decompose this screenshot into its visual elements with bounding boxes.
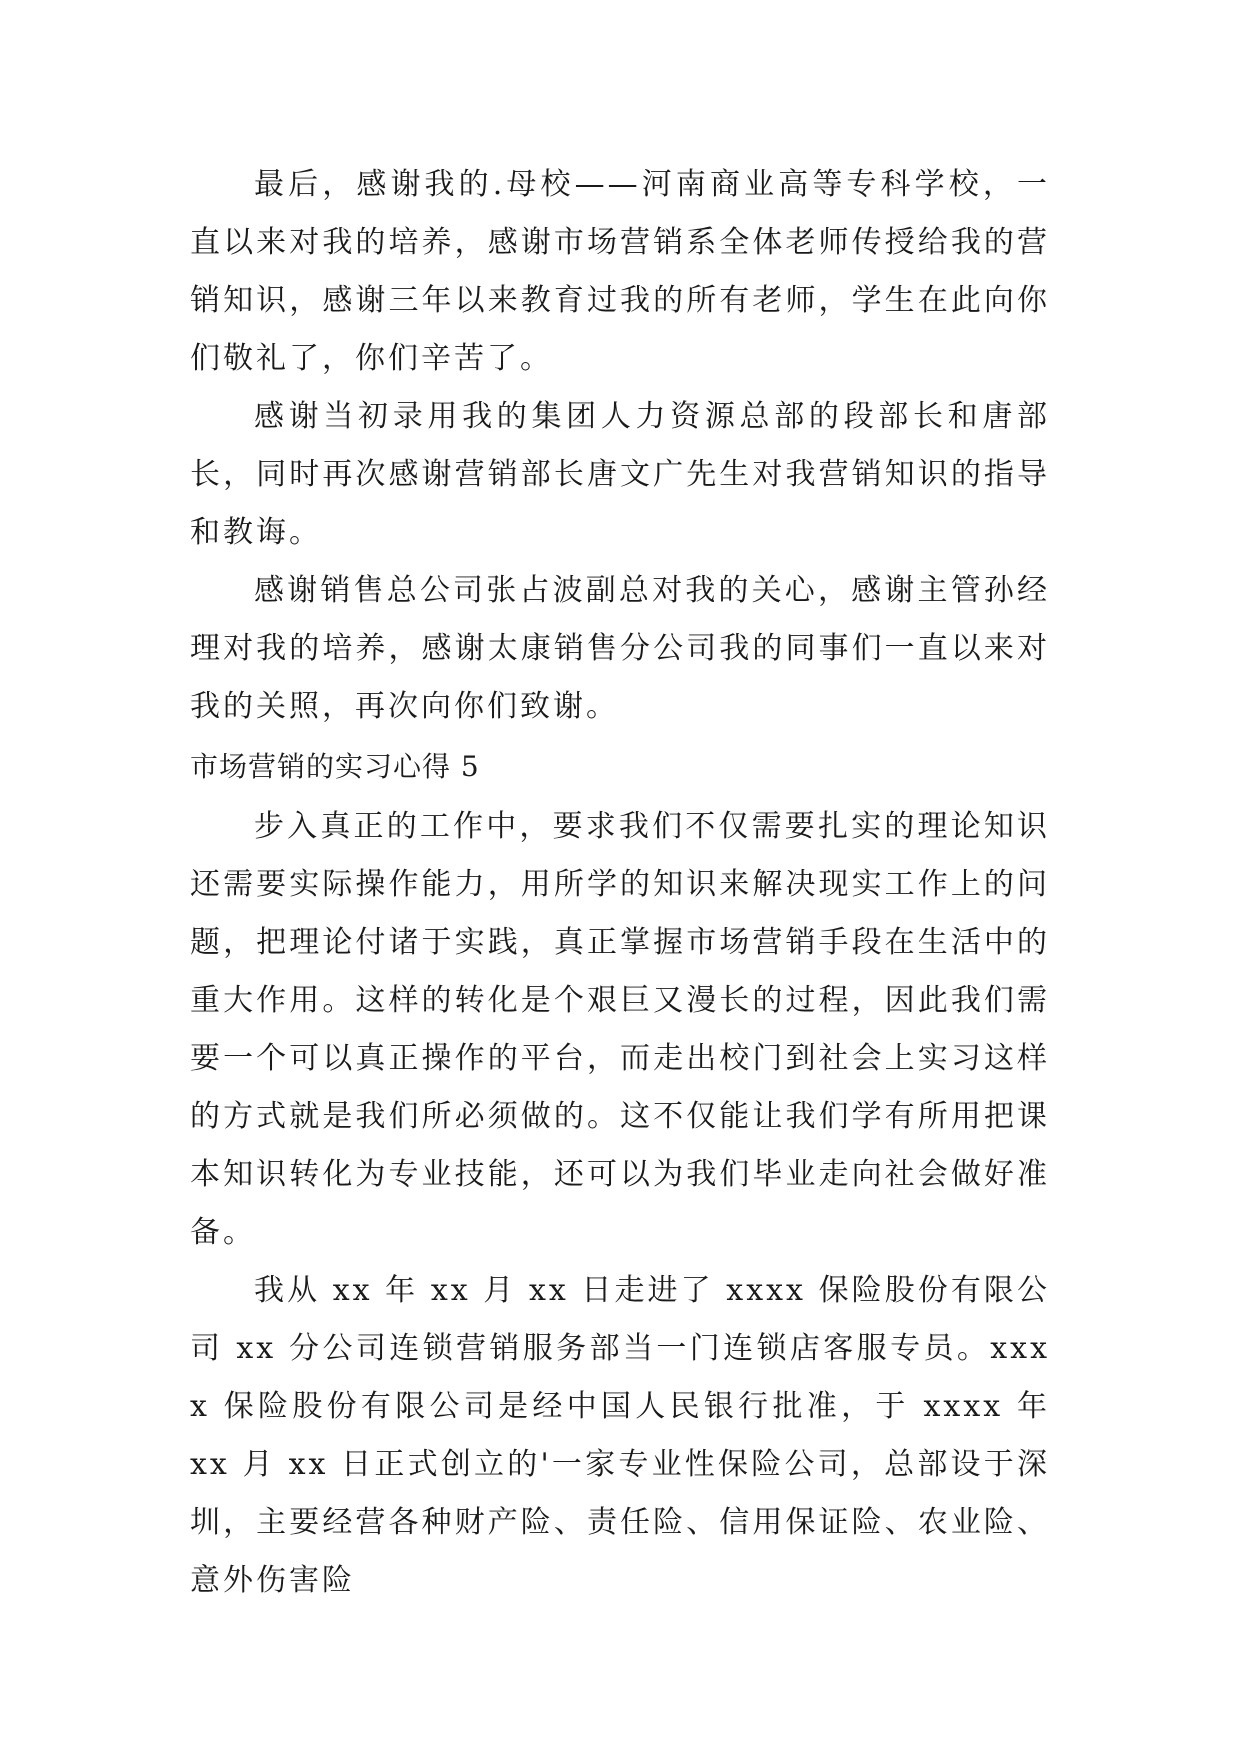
paragraph-thanks-school: 最后，感谢我的.母校——河南商业高等专科学校，一直以来对我的培养，感谢市场营销系全体老师传授给我的营销知识，感谢三年以来教育过我的所有老师，学生在此向你们敬礼了，你们辛苦了。 [190,167,1050,376]
paragraph-internship-intro: 步入真正的工作中，要求我们不仅需要扎实的理论知识还需要实际操作能力，用所学的知识来解决现实工作上的问题，把理论付诸于实践，真正掌握市场营销手段在生活中的重大作用。这样的转化是个艰巨又漫长的过程，因此我们需要一个可以真正操作的平台，而走出校门到社会上实习这样的方式就是我们所必须做的。这不仅能让我们学有所用把课本知识转化为专业技能，还可以为我们毕业走向社会做好准备。 [190,809,1050,1250]
section-heading: 市场营销的实习心得 5 [190,750,480,783]
paragraph-company-intro: 我从 xx 年 xx 月 xx 日走进了 xxxx 保险股份有限公司 xx 分公司连锁营销服务部当一门连锁店客服专员。xxxx 保险股份有限公司是经中国人民银行批准，于 xxxx 年 xx 月 xx 日正式创立的'一家专业性保险公司，总部设于深圳，主要经营各种财产险、责任险、信用保证险、农业险、意外伤害险 [190,1273,1050,1598]
paragraph-thanks-sales: 感谢销售总公司张占波副总对我的关心，感谢主管孙经理对我的培养，感谢太康销售分公司我的同事们一直以来对我的关照，再次向你们致谢。 [190,573,1050,724]
paragraph-thanks-hr: 感谢当初录用我的集团人力资源总部的段部长和唐部长，同时再次感谢营销部长唐文广先生对我营销知识的指导和教诲。 [190,399,1050,550]
document-body [190,156,1050,1610]
